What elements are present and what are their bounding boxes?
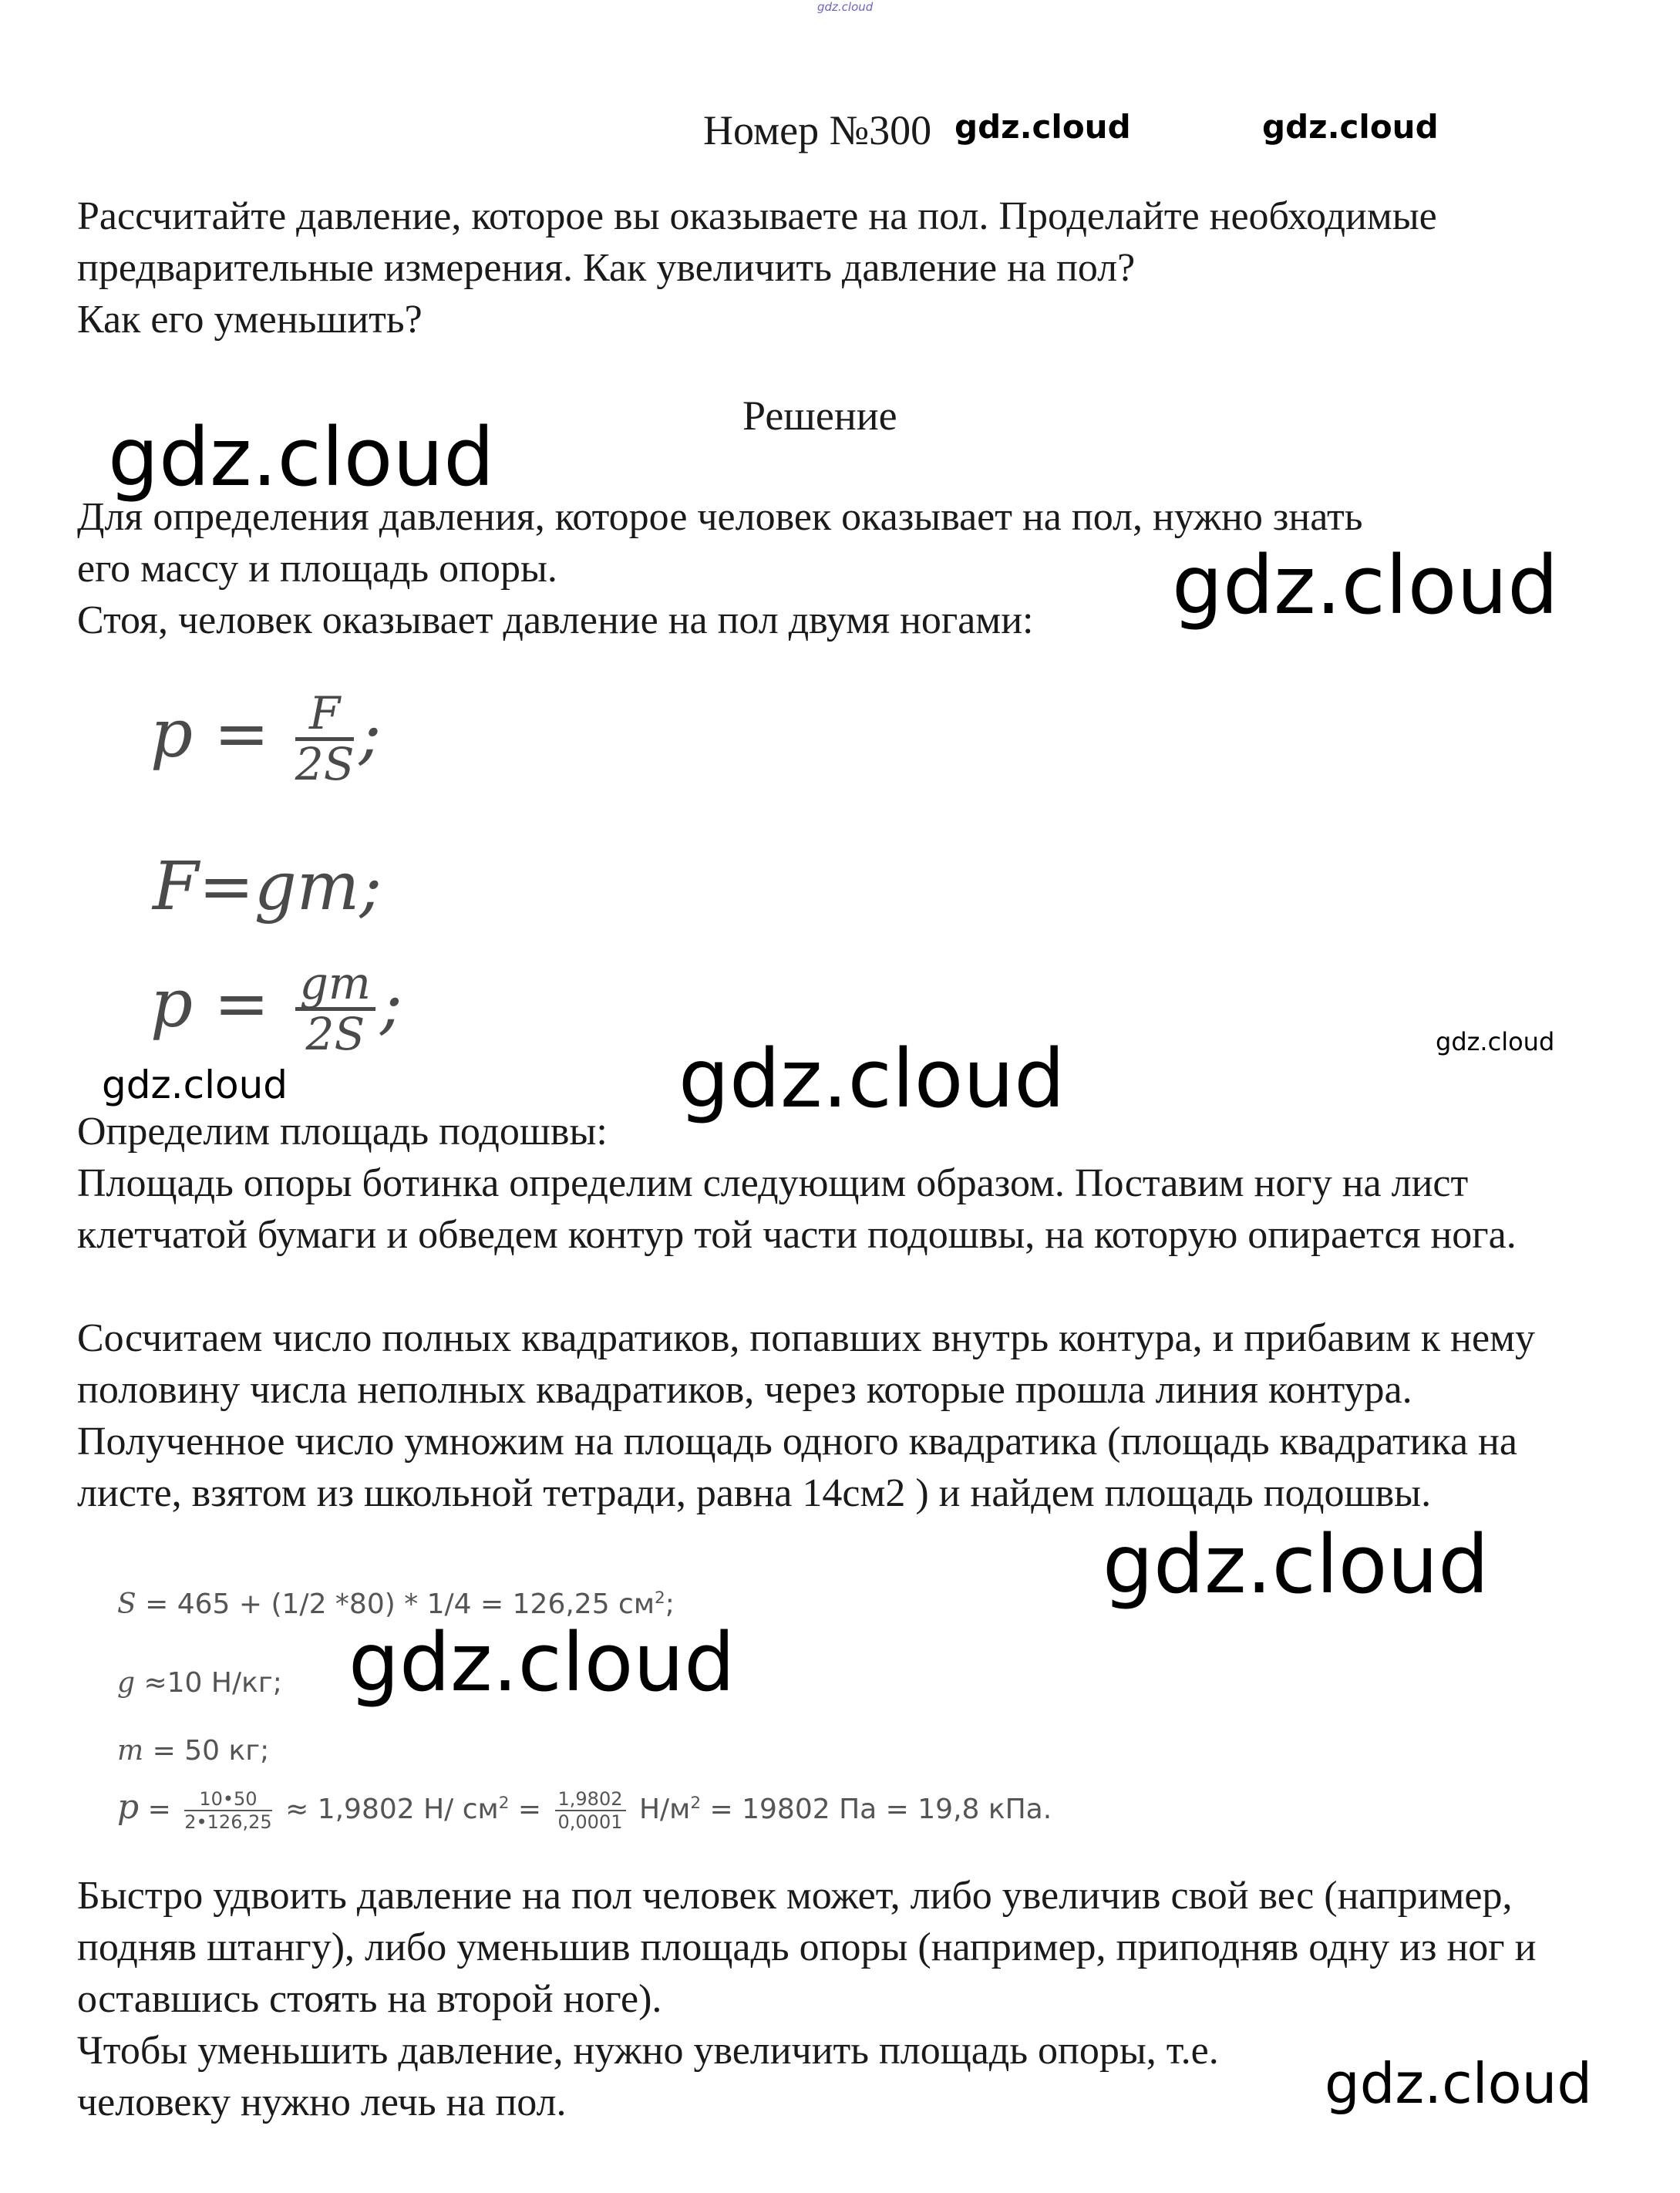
solution-paragraph-1: Для определения давления, которое человек оказывает на пол, нужно знать (77, 495, 1363, 539)
formula-fraction (295, 957, 375, 1060)
solution-paragraph-1b: его массу и площадь опоры. (77, 547, 557, 591)
calc-fraction-1 (184, 1788, 271, 1833)
formula-fraction (295, 687, 355, 790)
calc-sup: 2 (498, 1794, 510, 1813)
watermark-header-2: gdz.cloud (1262, 108, 1439, 146)
formula-lhs: p = (150, 695, 270, 773)
solution-paragraph-2: Стоя, человек оказывает давление на пол двумя ногами: (77, 598, 1034, 642)
calc-fraction-num: 1,9802 (555, 1788, 626, 1811)
calc-var: m (117, 1735, 144, 1767)
calc-sup: 2 (690, 1794, 702, 1813)
solution-paragraph-5: Сосчитаем число полных квадратиков, попавших внутрь контура, и прибавим к нему половину числа неполных квадратиков, через которые прошла линия контура. Полученное число умножим на площадь одного квадратика (площадь квадратика на листе, взятом из школьной тетради, равна 14см2 ) и найдем площадь подошвы. (77, 1316, 1535, 1515)
calc-sup: 2 (655, 1588, 665, 1608)
watermark-big-5: gdz.cloud (348, 1615, 736, 1710)
solution-paragraph-3: Определим площадь подошвы: (77, 1110, 608, 1154)
solution-paragraph-7b: человеку нужно лечь на пол. (77, 2080, 567, 2124)
calc-unit: Н/м (630, 1794, 691, 1825)
formula-end: ; (379, 965, 402, 1043)
formula-pressure (150, 687, 382, 790)
calc-var: S (117, 1588, 136, 1620)
watermark-small-right: gdz.cloud (1436, 1027, 1555, 1056)
watermark-top: gdz.cloud (817, 0, 874, 14)
calc-gravity (117, 1667, 282, 1699)
calc-var: g (117, 1667, 136, 1699)
watermark-big-1: gdz.cloud (108, 410, 495, 504)
calc-eq: = (139, 1794, 180, 1825)
formula-denominator: 2S (295, 737, 355, 790)
problem-text-2: Как его уменьшить? (77, 298, 423, 342)
watermark-bottom-right: gdz.cloud (1325, 2051, 1593, 2116)
formula-end: ; (359, 695, 382, 773)
solution-paragraph-4: Площадь опоры ботинка определим следующим образом. Поставим ногу на лист клетчатой бумаги и обведем контур той части подошвы, на которую опирается нога. (77, 1161, 1517, 1257)
formula-denominator: 2S (305, 1007, 365, 1060)
formula-lhs: p = (150, 965, 270, 1043)
formula-numerator: F (295, 690, 355, 741)
calc-var: p (117, 1787, 140, 1827)
watermark-medium-left: gdz.cloud (102, 1063, 288, 1107)
solution-heading: Решение (742, 392, 897, 439)
calc-expr: ≈10 Н/кг; (135, 1667, 282, 1699)
watermark-big-2: gdz.cloud (1172, 538, 1559, 632)
formula-pressure-substituted (150, 957, 402, 1060)
calc-fraction-den: 2•126,25 (184, 1811, 272, 1833)
solution-paragraph-6: Быстро удвоить давление на пол человек может, либо увеличив свой вес (например, подняв штангу), либо уменьшив площадь опоры (например, приподняв одну из ног и оставшись стоять на второй ноге). (77, 1874, 1537, 2021)
calc-expr: = 50 кг; (143, 1735, 270, 1767)
page-title: Номер №300 (703, 107, 932, 153)
calc-fraction-2 (555, 1788, 626, 1833)
solution-paragraph-7: Чтобы уменьшить давление, нужно увеличить площадь опоры, т.е. (77, 2029, 1219, 2073)
calc-eq: = (509, 1794, 550, 1825)
calc-mid: ≈ 1,9802 Н/ см (276, 1794, 499, 1825)
calc-expr: = 465 + (1/2 *80) * 1/4 = 126,25 см (136, 1588, 655, 1620)
watermark-big-4: gdz.cloud (1103, 1518, 1490, 1612)
formula-force: F=gm; (153, 848, 382, 925)
problem-text: Рассчитайте давление, которое вы оказываете на пол. Проделайте необходимые предварительные измерения. Как увеличить давление на пол? (77, 194, 1437, 290)
watermark-big-3: gdz.cloud (678, 1032, 1066, 1126)
calc-tail: = 19802 Па = 19,8 кПа. (701, 1794, 1052, 1825)
calc-end: ; (665, 1588, 675, 1620)
formula-numerator: gm (295, 960, 375, 1011)
calc-fraction-num: 10•50 (184, 1788, 271, 1811)
calc-pressure (117, 1787, 1052, 1833)
calc-mass (117, 1735, 269, 1767)
watermark-header-1: gdz.cloud (954, 108, 1131, 146)
calc-fraction-den: 0,0001 (557, 1811, 623, 1833)
